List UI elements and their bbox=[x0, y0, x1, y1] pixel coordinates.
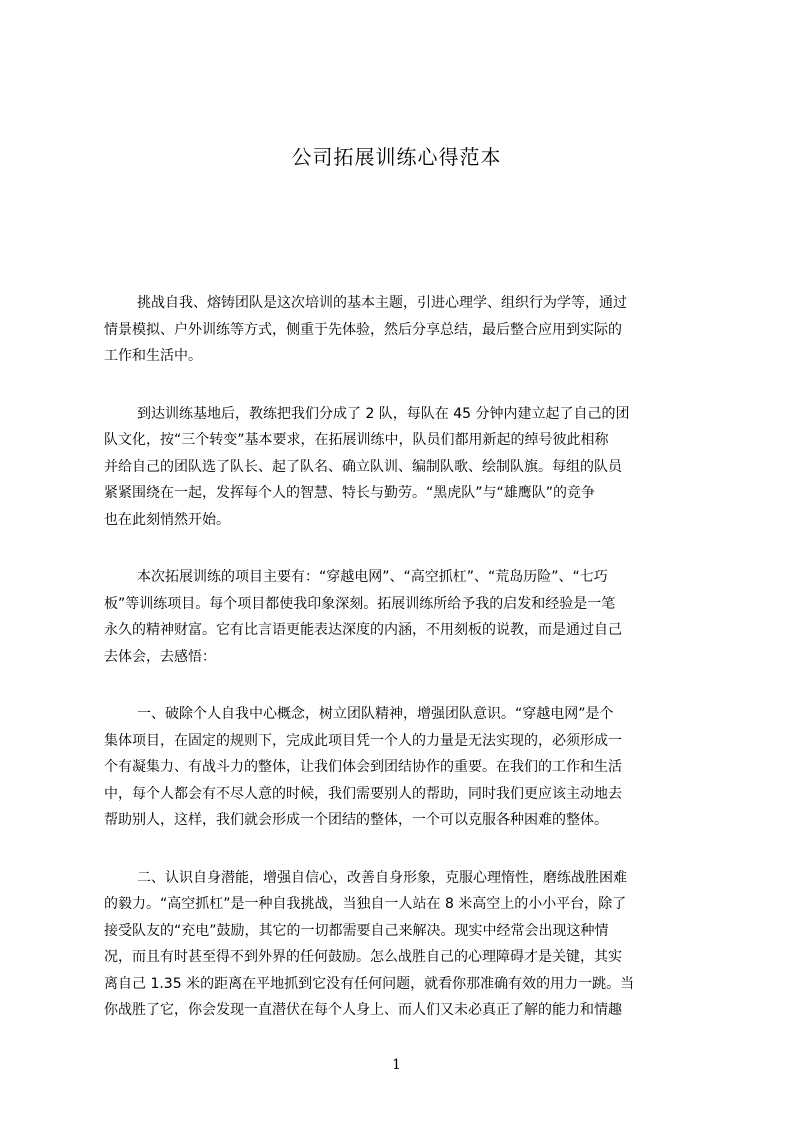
text-line: 个有凝集力、有战斗力的整体，让我们体会到团结协作的重要。在我们的工作和生活 bbox=[104, 759, 622, 775]
text-line: 的毅力。“高空抓杠”是一种自我挑战，当独自一人站在 8 米高空上的小小平台，除了 bbox=[104, 896, 627, 912]
text-line: 板”等训练项目。每个项目都使我印象深刻。拓展训练所给予我的启发和经验是一笔 bbox=[104, 595, 616, 612]
text-line: 永久的精神财富。它有比言语更能表达深度的内涵，不用刻板的说教，而是通过自己 bbox=[104, 622, 622, 638]
text-line: 并给自己的团队选了队长、起了队名、确立队训、编制队歌、绘制队旗。每组的队员 bbox=[104, 458, 622, 475]
text-line: 情景模拟、户外训练等方式，侧重于先体验，然后分享总结，最后整合应用到实际的 bbox=[104, 321, 622, 338]
text-line: 接受队友的“充电”鼓励，其它的一切都需要自己来解决。现实中经常会出现这种情 bbox=[104, 922, 609, 939]
document-body bbox=[104, 290, 700, 1055]
paragraph bbox=[104, 564, 700, 670]
text-line: 本次拓展训练的项目主要有：“穿越电网”、“高空抓杠”、“荒岛历险”、“七巧 bbox=[137, 569, 608, 585]
text-line: 二、认识自身潜能，增强自信心，改善自身形象，克服心理惰性，磨练战胜困难 bbox=[137, 869, 627, 886]
paragraph bbox=[104, 701, 700, 834]
text-line: 挑战自我、熔铸团队是这次培训的基本主题，引进心理学、组织行为学等，通过 bbox=[137, 295, 627, 311]
text-line: 一、破除个人自我中心概念，树立团队精神，增强团队意识。“穿越电网”是个 bbox=[137, 706, 614, 722]
paragraph bbox=[104, 865, 700, 1024]
text-line: 况，而且有时甚至得不到外界的任何鼓励。怎么战胜自己的心理障碍才是关键，其实 bbox=[104, 949, 622, 965]
paragraph bbox=[104, 401, 700, 534]
text-line: 队文化，按“三个转变”基本要求，在拓展训练中，队员们都用新起的绰号彼此相称 bbox=[104, 432, 609, 448]
text-line: 去体会，去感悟： bbox=[104, 648, 216, 665]
text-line: 到达训练基地后，教练把我们分成了 2 队，每队在 45 分钟内建立起了自己的团 bbox=[137, 405, 630, 422]
text-line: 紧紧围绕在一起，发挥每个人的智慧、特长与勤劳。“黑虎队”与“雄鹰队”的竞争 bbox=[104, 485, 596, 501]
document-title: 公司拓展训练心得范本 bbox=[291, 145, 502, 169]
page-number: 1 bbox=[392, 1057, 401, 1073]
text-line: 中，每个人都会有不尽人意的时候，我们需要别人的帮助，同时我们更应该主动地去 bbox=[104, 785, 622, 802]
paragraph bbox=[104, 290, 700, 370]
text-line: 工作和生活中。 bbox=[104, 348, 202, 364]
text-line: 也在此刻悄然开始。 bbox=[104, 511, 230, 528]
text-line: 离自己 1.35 米的距离在平地抓到它没有任何问题，就看你那准确有效的用力一跳。当 bbox=[104, 975, 635, 992]
text-line: 集体项目，在固定的规则下，完成此项目凭一个人的力量是无法实现的，必须形成一 bbox=[104, 732, 622, 749]
text-line: 你战胜了它，你会发现一直潜伏在每个人身上、而人们又未必真正了解的能力和情趣 bbox=[104, 1002, 622, 1018]
text-line: 帮助别人，这样，我们就会形成一个团结的整体，一个可以克服各种困难的整体。 bbox=[104, 812, 608, 828]
